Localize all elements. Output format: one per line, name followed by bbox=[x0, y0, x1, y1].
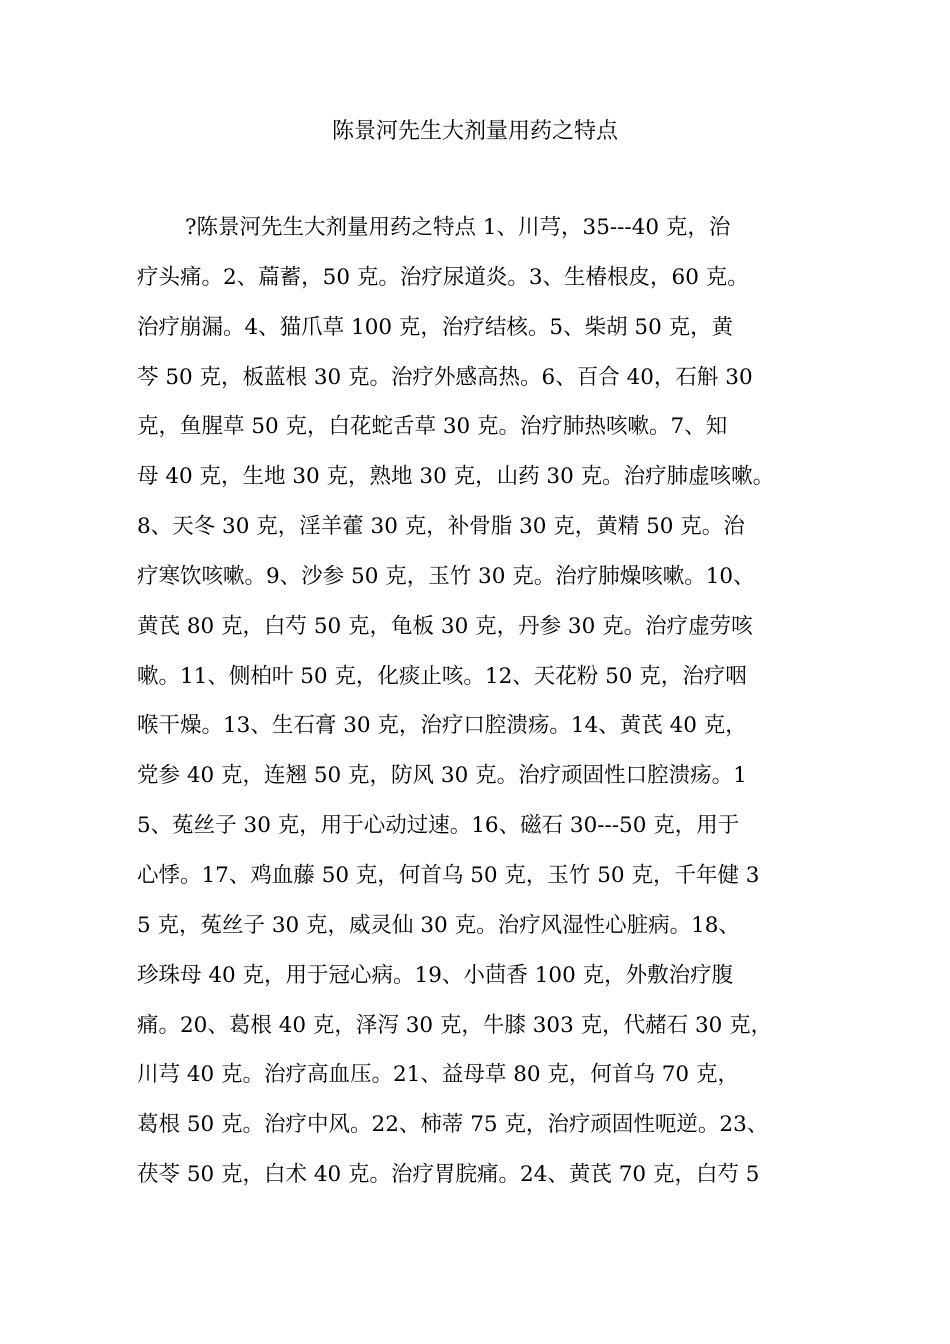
text-line: ?陈景河先生大剂量用药之特点 1、川芎，35---40 克，治 bbox=[185, 215, 731, 240]
text-line: 川芎 40 克。治疗高血压。21、益母草 80 克，何首乌 70 克， bbox=[137, 1062, 739, 1088]
text-line: 茯苓 50 克，白术 40 克。治疗胃脘痛。24、黄芪 70 克，白芍 5 bbox=[137, 1162, 760, 1188]
text-line: 芩 50 克，板蓝根 30 克。治疗外感高热。6、百合 40，石斛 30 bbox=[137, 364, 753, 390]
page-title: 陈景河先生大剂量用药之特点 bbox=[331, 119, 618, 144]
text-line: 珍珠母 40 克，用于冠心病。19、小茴香 100 克，外敷治疗腹 bbox=[137, 962, 734, 988]
text-line: 疗寒饮咳嗽。9、沙参 50 克，玉竹 30 克。治疗肺燥咳嗽。10、 bbox=[137, 563, 755, 589]
text-line: 5、菟丝子 30 克，用于心动过速。16、磁石 30---50 克，用于 bbox=[137, 813, 740, 839]
text-line: 嗽。11、侧柏叶 50 克，化痰止咳。12、天花粉 50 克，治疗咽 bbox=[137, 663, 747, 689]
text-line: 母 40 克，生地 30 克，熟地 30 克，山药 30 克。治疗肺虚咳嗽。 bbox=[137, 464, 775, 490]
text-line: 克，鱼腥草 50 克，白花蛇舌草 30 克。治疗肺热咳嗽。7、知 bbox=[137, 414, 728, 440]
text-line: 黄芪 80 克，白芍 50 克，龟板 30 克，丹参 30 克。治疗虚劳咳 bbox=[137, 613, 753, 639]
text-line: 党参 40 克，连翘 50 克，防风 30 克。治疗顽固性口腔溃疡。1 bbox=[137, 763, 747, 789]
body-paragraph bbox=[137, 208, 837, 1205]
text-line: 痛。20、葛根 40 克，泽泻 30 克，牛膝 303 克，代赭石 30 克， bbox=[137, 1012, 773, 1038]
text-line: 疗头痛。2、萹蓄，50 克。治疗尿道炎。3、生椿根皮，60 克。 bbox=[137, 264, 749, 290]
text-line: 葛根 50 克。治疗中风。22、柿蒂 75 克，治疗顽固性呃逆。23、 bbox=[137, 1112, 769, 1138]
text-line: 治疗崩漏。4、猫爪草 100 克，治疗结核。5、柴胡 50 克，黄 bbox=[137, 314, 734, 340]
text-line: 心悸。17、鸡血藤 50 克，何首乌 50 克，玉竹 50 克，千年健 3 bbox=[137, 862, 760, 888]
text-line: 喉干燥。13、生石膏 30 克，治疗口腔溃疡。14、黄芪 40 克， bbox=[137, 713, 747, 739]
text-line: 8、天冬 30 克，淫羊藿 30 克，补骨脂 30 克，黄精 50 克。治 bbox=[137, 514, 745, 540]
text-line: 5 克，菟丝子 30 克，威灵仙 30 克。治疗风湿性心脏病。18、 bbox=[137, 912, 740, 938]
